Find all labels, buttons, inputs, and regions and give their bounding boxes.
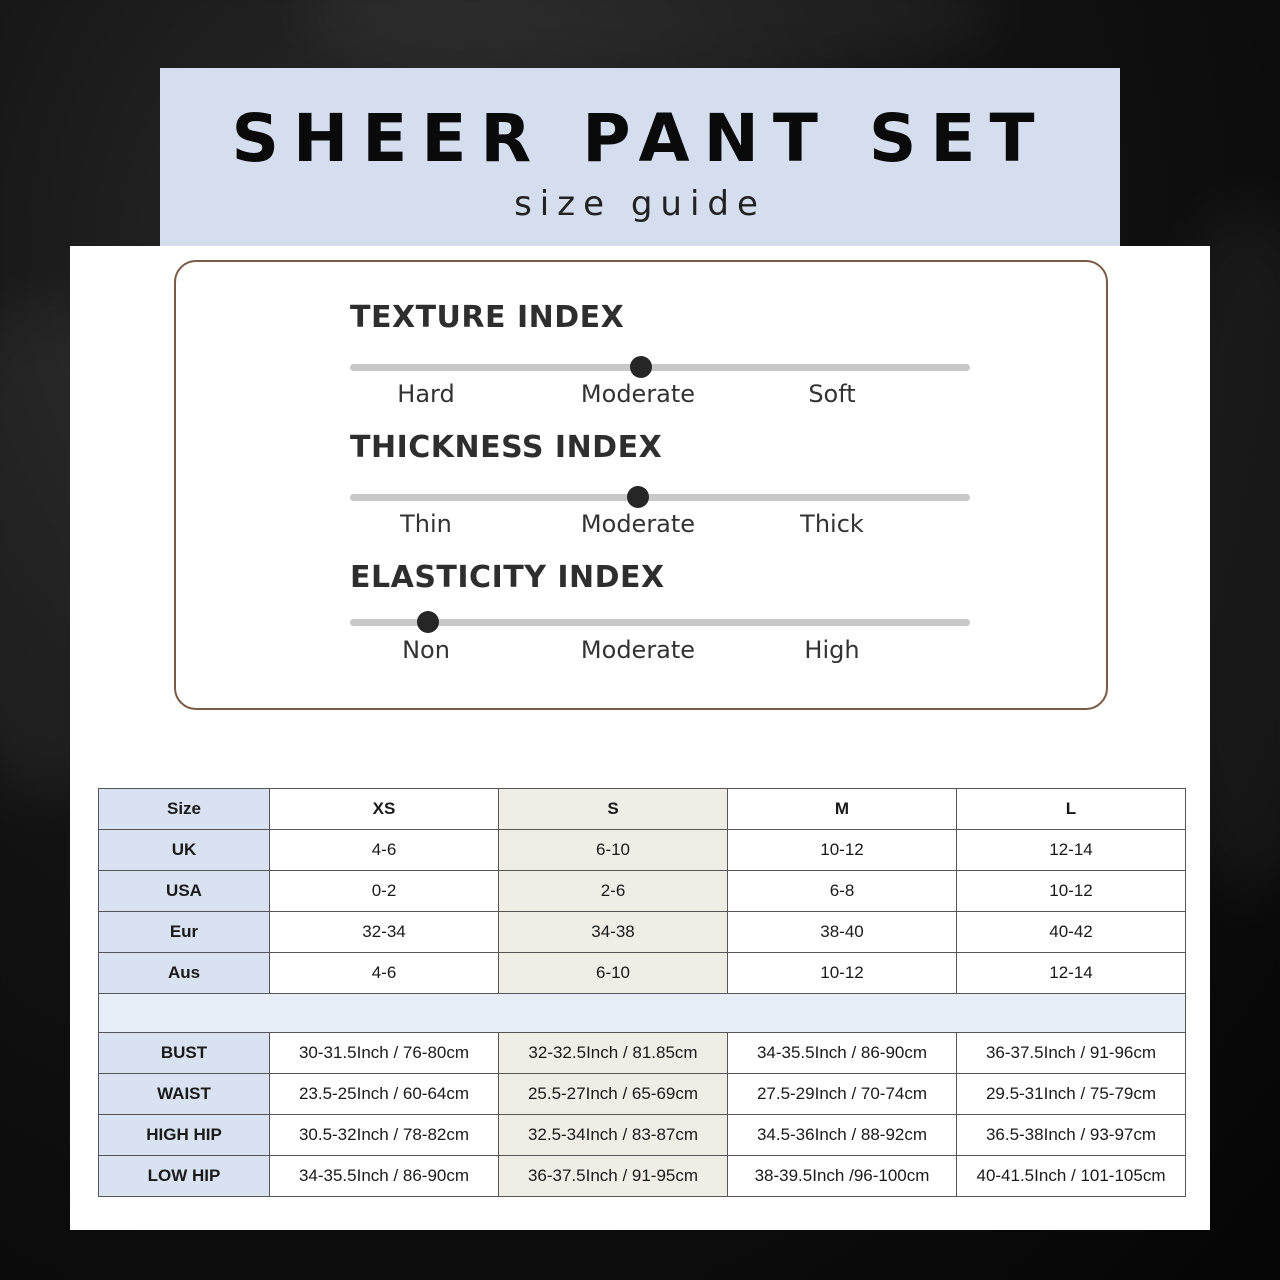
table-cell: 12-14 <box>957 830 1186 871</box>
table-header-row <box>99 789 1186 830</box>
elasticity-index-track <box>350 619 970 626</box>
table-cell: 38-39.5Inch /96-100cm <box>728 1156 957 1197</box>
column-header-size: Size <box>99 789 270 830</box>
table-cell: 6-10 <box>499 953 728 994</box>
table-cell: 10-12 <box>957 871 1186 912</box>
table-cell: 10-12 <box>728 830 957 871</box>
table-cell: 6-8 <box>728 871 957 912</box>
table-cell: 32.5-34Inch / 83-87cm <box>499 1115 728 1156</box>
table-row <box>99 953 1186 994</box>
elasticity-label-non: Non <box>402 636 450 664</box>
thickness-label-thick: Thick <box>800 510 864 538</box>
row-label: LOW HIP <box>99 1156 270 1197</box>
fabric-index-panel <box>174 260 1108 710</box>
thickness-index-track <box>350 494 970 501</box>
texture-index-track <box>350 364 970 371</box>
thickness-label-moderate: Moderate <box>580 510 696 538</box>
page-title: SHEER PANT SET <box>231 100 1049 177</box>
elasticity-label-moderate: Moderate <box>580 636 696 664</box>
elasticity-index-knob <box>417 611 439 633</box>
table-cell: 23.5-25Inch / 60-64cm <box>270 1074 499 1115</box>
thickness-index-knob <box>627 486 649 508</box>
row-label: Eur <box>99 912 270 953</box>
thickness-label-thin: Thin <box>400 510 452 538</box>
row-label: WAIST <box>99 1074 270 1115</box>
table-row <box>99 830 1186 871</box>
table-row <box>99 871 1186 912</box>
row-label: BUST <box>99 1033 270 1074</box>
table-cell: 12-14 <box>957 953 1186 994</box>
row-label: Aus <box>99 953 270 994</box>
texture-index-knob <box>630 356 652 378</box>
table-cell: 6-10 <box>499 830 728 871</box>
table-row <box>99 1074 1186 1115</box>
table-cell: 29.5-31Inch / 75-79cm <box>957 1074 1186 1115</box>
table-row <box>99 1033 1186 1074</box>
table-cell: 34-35.5Inch / 86-90cm <box>728 1033 957 1074</box>
texture-label-soft: Soft <box>808 380 856 408</box>
column-header-xs: XS <box>270 789 499 830</box>
table-cell: 36.5-38Inch / 93-97cm <box>957 1115 1186 1156</box>
table-row <box>99 912 1186 953</box>
table-cell: 2-6 <box>499 871 728 912</box>
table-cell: 10-12 <box>728 953 957 994</box>
texture-label-hard: Hard <box>397 380 455 408</box>
row-label: UK <box>99 830 270 871</box>
table-row <box>99 1156 1186 1197</box>
texture-label-moderate: Moderate <box>580 380 696 408</box>
table-cell: 40-42 <box>957 912 1186 953</box>
table-cell: 32-34 <box>270 912 499 953</box>
table-cell: 32-32.5Inch / 81.85cm <box>499 1033 728 1074</box>
table-cell: 27.5-29Inch / 70-74cm <box>728 1074 957 1115</box>
table-cell: 38-40 <box>728 912 957 953</box>
column-header-m: M <box>728 789 957 830</box>
table-cell: 34.5-36Inch / 88-92cm <box>728 1115 957 1156</box>
table-cell: 4-6 <box>270 830 499 871</box>
table-cell: 34-38 <box>499 912 728 953</box>
table-spacer-row <box>99 994 1186 1033</box>
page-subtitle: size guide <box>514 184 766 224</box>
row-label: USA <box>99 871 270 912</box>
row-label: HIGH HIP <box>99 1115 270 1156</box>
column-header-l: L <box>957 789 1186 830</box>
texture-index-title: TEXTURE INDEX <box>350 300 625 335</box>
table-spacer-cell <box>99 994 1186 1033</box>
size-chart-table <box>98 788 1186 1197</box>
table-cell: 25.5-27Inch / 65-69cm <box>499 1074 728 1115</box>
elasticity-label-high: High <box>804 636 860 664</box>
thickness-index-title: THICKNESS INDEX <box>350 430 663 465</box>
table-cell: 4-6 <box>270 953 499 994</box>
table-cell: 36-37.5Inch / 91-95cm <box>499 1156 728 1197</box>
table-cell: 40-41.5Inch / 101-105cm <box>957 1156 1186 1197</box>
table-cell: 34-35.5Inch / 86-90cm <box>270 1156 499 1197</box>
column-header-s: S <box>499 789 728 830</box>
elasticity-index-title: ELASTICITY INDEX <box>350 560 665 595</box>
size-guide-sheet <box>70 246 1210 1230</box>
table-cell: 30-31.5Inch / 76-80cm <box>270 1033 499 1074</box>
table-cell: 0-2 <box>270 871 499 912</box>
table-cell: 30.5-32Inch / 78-82cm <box>270 1115 499 1156</box>
table-row <box>99 1115 1186 1156</box>
table-cell: 36-37.5Inch / 91-96cm <box>957 1033 1186 1074</box>
